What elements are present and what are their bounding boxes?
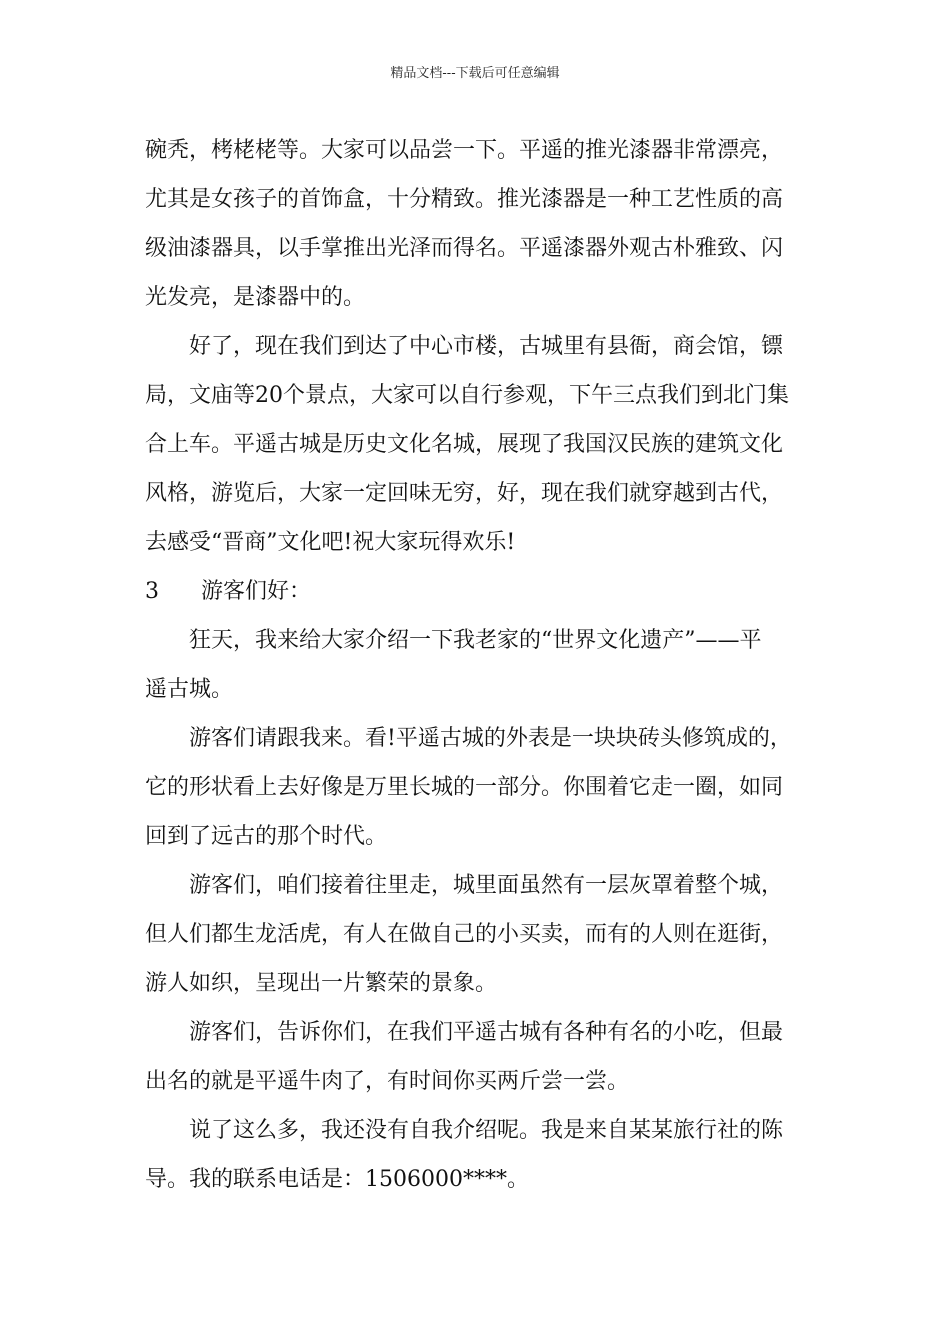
- text-line: 碗秃，栲栳栳等。大家可以品尝一下。平遥的推光漆器非常漂亮，: [145, 138, 784, 163]
- text-line: 狂天，我来给大家介绍一下我老家的“世界文化遗产”——平: [189, 628, 762, 653]
- text-line: 说了这么多，我还没有自我介绍呢。我是来自某某旅行社的陈: [189, 1118, 784, 1143]
- text-line: 合上车。平遥古城是历史文化名城，展现了我国汉民族的建筑文化: [145, 432, 784, 457]
- text-line: 级油漆器具，以手掌推出光泽而得名。平遥漆器外观古朴雅致、闪: [145, 236, 784, 261]
- paragraph-inside-city: [145, 861, 810, 1008]
- paragraph-snacks-lacquer: [145, 126, 810, 322]
- text-line: 好了，现在我们到达了中心市楼，古城里有县衙，商会馆，镖: [189, 334, 784, 359]
- text-line: 尤其是女孩子的首饰盒，十分精致。推光漆器是一种工艺性质的高: [145, 187, 784, 212]
- text-line: 游客们，咱们接着往里走，城里面虽然有一层灰罩着整个城，: [189, 873, 784, 898]
- text-line: 游人如织，呈现出一片繁荣的景象。: [145, 971, 498, 996]
- paragraph-introduction: [145, 616, 810, 714]
- paragraph-city-wall: [145, 714, 810, 861]
- text-line: 光发亮，是漆器中的。: [145, 285, 366, 310]
- text-line: 去感受“晋商”文化吧!祝大家玩得欢乐!: [145, 530, 516, 555]
- text-line: 导。我的联系电话是：1506000****。: [145, 1167, 529, 1192]
- section-greeting: 游客们好：: [201, 579, 312, 604]
- paragraph-guide-contact: [145, 1106, 810, 1204]
- page-header: 精品文档---下载后可任意编辑: [390, 66, 560, 81]
- text-line: 游客们请跟我来。看!平遥古城的外表是一块块砖头修筑成的，: [189, 726, 792, 751]
- document-body: [145, 126, 810, 1204]
- text-line: 风格，游览后，大家一定回味无穷，好，现在我们就穿越到古代，: [145, 481, 784, 506]
- text-line: 它的形状看上去好像是万里长城的一部分。你围着它走一圈，如同: [145, 775, 784, 800]
- section-number: 3: [145, 579, 159, 604]
- text-line: 回到了远古的那个时代。: [145, 824, 388, 849]
- text-line: 遥古城。: [145, 677, 234, 702]
- section-heading: [145, 567, 810, 616]
- text-line: 游客们，告诉你们，在我们平遥古城有各种有名的小吃，但最: [189, 1020, 784, 1045]
- text-line: 局，文庙等20个景点，大家可以自行参观，下午三点我们到北门集: [145, 383, 789, 408]
- paragraph-city-tower: [145, 322, 810, 567]
- text-line: 出名的就是平遥牛肉了，有时间你买两斤尝一尝。: [145, 1069, 630, 1094]
- text-line: 但人们都生龙活虎，有人在做自己的小买卖，而有的人则在逛街，: [145, 922, 784, 947]
- paragraph-local-food: [145, 1008, 810, 1106]
